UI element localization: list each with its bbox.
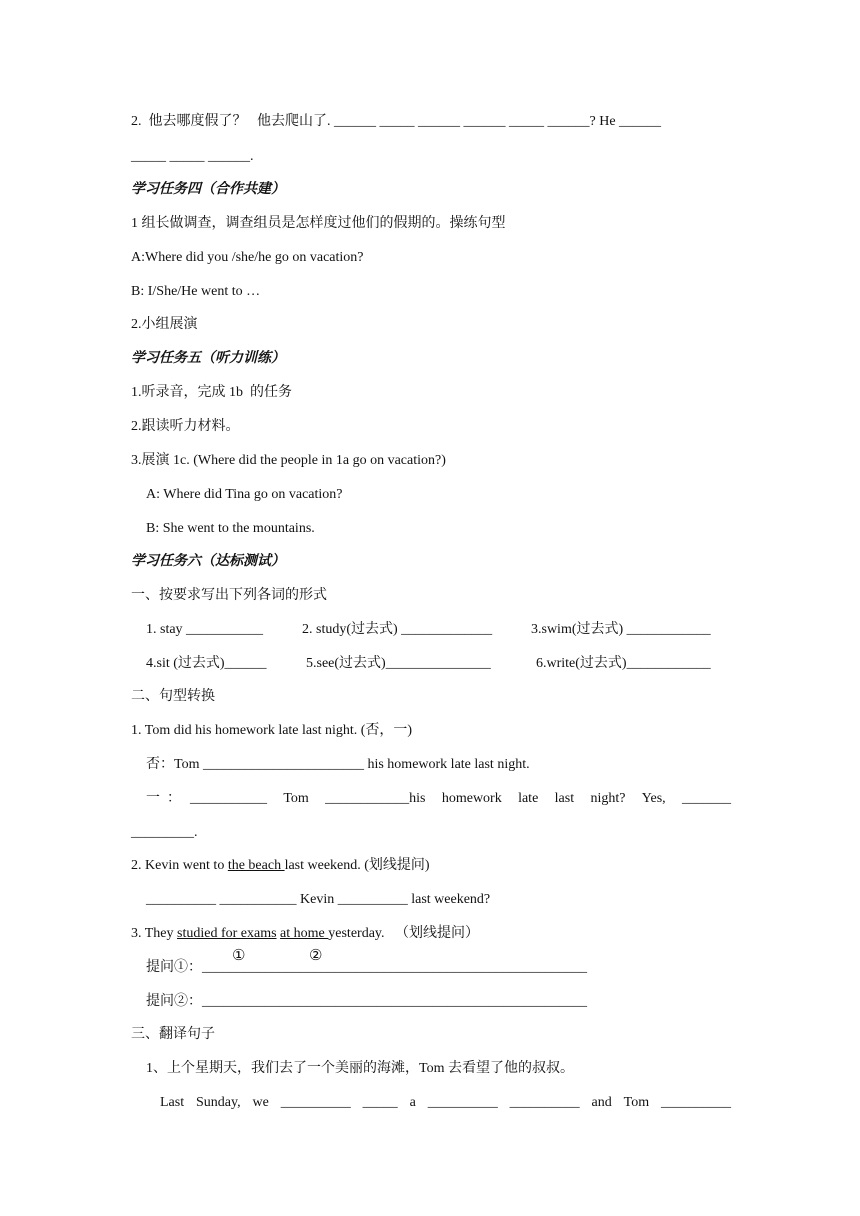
question-word: ____________his xyxy=(325,791,426,806)
answer-word: __________ xyxy=(509,1095,580,1110)
part-2-title: 二、句型转换 xyxy=(131,689,215,704)
word-item-6: 6.write(过去式)____________ xyxy=(536,656,711,671)
question-word: homework xyxy=(441,791,502,806)
question-word: last xyxy=(554,791,575,806)
circled-number-1: ① xyxy=(232,948,246,964)
question-blank-1: 提问①：_______________________________________________________ xyxy=(146,960,587,975)
transform-1-question xyxy=(190,790,731,808)
transform-2-answer: __________ ___________ Kevin __________ last weekend? xyxy=(146,892,491,907)
translate-sentence-1: 1、上个星期天，我们去了一个美丽的海滩，Tom 去看望了他的叔叔。 xyxy=(146,1061,574,1076)
answer-word: a xyxy=(409,1095,416,1110)
question-2-line-2: _____ _____ ______. xyxy=(131,149,254,164)
task-4-dialogue-a: A:Where did you /she/he go on vacation? xyxy=(131,250,364,265)
word-item-3: 3.swim(过去式) ____________ xyxy=(531,622,711,637)
sentence-text: last weekend. (划线提问) xyxy=(284,858,430,873)
task-4-item-2: 2.小组展演 xyxy=(131,317,198,332)
task-5-item-1: 1.听录音，完成 1b 的任务 xyxy=(131,385,292,400)
circled-number-2: ② xyxy=(309,948,323,964)
task-5-item-3: 3.展演 1c. (Where did the people in 1a go on vacation?) xyxy=(131,453,446,468)
question-word: Yes, xyxy=(641,791,666,806)
answer-word: Tom xyxy=(623,1095,650,1110)
word-item-1: 1. stay ___________ xyxy=(146,622,264,637)
question-word: night? xyxy=(590,791,626,806)
translate-1-answer xyxy=(160,1094,731,1112)
question-word: late xyxy=(518,791,539,806)
transform-sentence-1: 1. Tom did his homework late last night. (否，一) xyxy=(131,723,413,738)
transform-1-question-end: _________. xyxy=(131,825,198,840)
task-4-heading: 学习任务四（合作共建） xyxy=(131,182,285,197)
task-5-heading: 学习任务五（听力训练） xyxy=(131,351,285,366)
word-item-4: 4.sit (过去式)______ xyxy=(146,656,267,671)
sentence-text: 3. They xyxy=(131,926,178,941)
transform-1-question-label: 一 ： xyxy=(146,791,181,806)
transform-sentence-3 xyxy=(131,925,479,943)
question-2-line-1: 2. 他去哪度假了？ 他去爬山了. ______ _____ ______ ______ _____ ______? He ______ xyxy=(131,114,662,129)
question-word: Tom xyxy=(283,791,309,806)
answer-word: __________ xyxy=(661,1095,731,1110)
sentence-text: yesterday. （划线提问） xyxy=(328,926,479,941)
part-3-title: 三、翻译句子 xyxy=(131,1027,215,1042)
word-item-5: 5.see(过去式)_______________ xyxy=(306,656,491,671)
underlined-phrase: the beach xyxy=(227,858,285,873)
transform-sentence-2 xyxy=(131,857,430,875)
answer-word: Sunday, xyxy=(196,1095,241,1110)
transform-1-negative: 否：Tom _______________________ his homework late last night. xyxy=(146,757,530,772)
answer-word: and xyxy=(591,1095,612,1110)
question-word: _______ xyxy=(682,791,731,806)
underlined-phrase-2: at home xyxy=(280,926,329,941)
underlined-phrase-1: studied for exams xyxy=(177,926,277,941)
task-6-heading: 学习任务六（达标测试） xyxy=(131,554,285,569)
task-4-item-1: 1 组长做调查，调查组员是怎样度过他们的假期的。操练句型 xyxy=(131,216,506,231)
task-5-dialogue-b: B: She went to the mountains. xyxy=(146,521,315,536)
task-4-dialogue-b: B: I/She/He went to … xyxy=(131,284,261,299)
sentence-text: 2. Kevin went to xyxy=(131,858,228,873)
question-blank-2: 提问②：_______________________________________________________ xyxy=(146,994,587,1009)
word-item-2: 2. study(过去式) _____________ xyxy=(302,622,493,637)
answer-word: we xyxy=(252,1095,269,1110)
answer-word: _____ xyxy=(362,1095,398,1110)
task-5-dialogue-a: A: Where did Tina go on vacation? xyxy=(146,487,343,502)
question-word: ___________ xyxy=(190,791,267,806)
part-1-title: 一、按要求写出下列各词的形式 xyxy=(131,588,327,603)
answer-word: __________ xyxy=(280,1095,351,1110)
answer-word: __________ xyxy=(427,1095,498,1110)
answer-word: Last xyxy=(160,1095,185,1110)
task-5-item-2: 2.跟读听力材料。 xyxy=(131,419,240,434)
